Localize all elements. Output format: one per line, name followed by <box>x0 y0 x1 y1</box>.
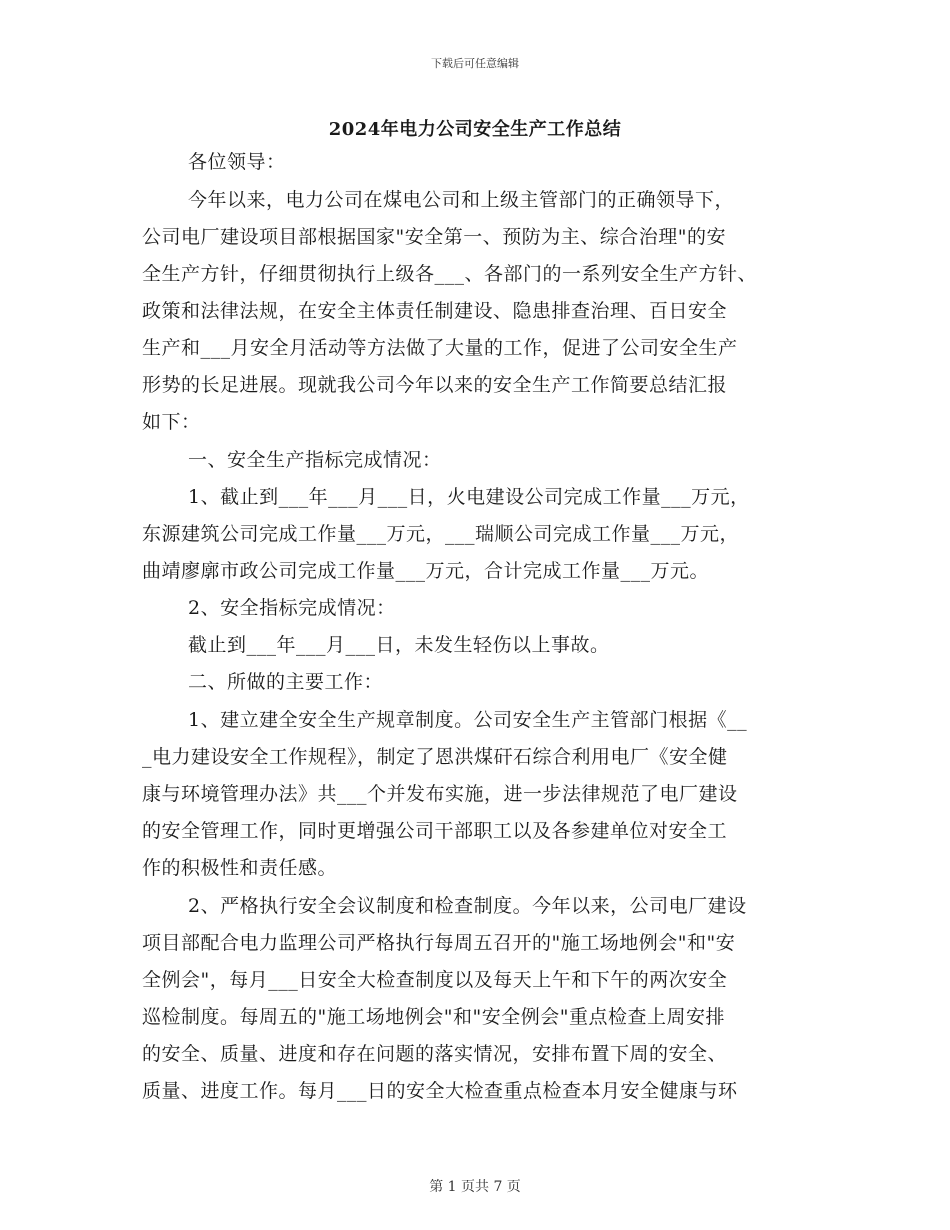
page-number: 第 1 页共 7 页 <box>429 1179 521 1195</box>
paragraph-line: 全例会"，每月___日安全大检查制度以及每天上午和下午的两次安全 <box>142 969 728 991</box>
paragraph-line: 项目部配合电力监理公司严格执行每周五召开的"施工场地例会"和"安 <box>142 932 736 954</box>
paragraph-line: 质量、进度工作。每月___日的安全大检查重点检查本月安全健康与环 <box>142 1080 738 1102</box>
paragraph-line: 今年以来，电力公司在煤电公司和上级主管部门的正确领导下， <box>188 189 735 211</box>
paragraph-line: _电力建设安全工作规程》，制定了恩洪煤矸石综合利用电厂《安全健 <box>142 746 728 768</box>
paragraph-line: 各位领导： <box>188 151 286 173</box>
paragraph-line: 生产和___月安全月活动等方法做了大量的工作，促进了公司安全生产 <box>142 337 738 359</box>
paragraph-line: 1、截止到___年___月___日，火电建设公司完成工作量___万元， <box>188 486 750 508</box>
paragraph-line: 1、建立建全安全生产规章制度。公司安全生产主管部门根据《__ <box>188 709 748 731</box>
page-header-note: 下载后可任意编辑 <box>431 57 519 70</box>
paragraph-line: 康与环境管理办法》共___个并发布实施，进一步法律规范了电厂建设 <box>142 783 738 805</box>
paragraph-line: 全生产方针，仔细贯彻执行上级各___、各部门的一系列安全生产方针、 <box>142 263 758 285</box>
paragraph-line: 如下： <box>142 411 201 433</box>
paragraph-line: 巡检制度。每周五的"施工场地例会"和"安全例会"重点检查上周安排 <box>142 1006 725 1028</box>
paragraph-line: 作的积极性和责任感。 <box>142 857 338 879</box>
paragraph-line: 2、安全指标完成情况： <box>188 597 396 619</box>
paragraph-line: 政策和法律法规，在安全主体责任制建设、隐患排查治理、百日安全 <box>142 300 728 322</box>
paragraph-line: 的安全管理工作，同时更增强公司干部职工以及各参建单位对安全工 <box>142 820 728 842</box>
paragraph-line: 的安全、质量、进度和存在问题的落实情况，安排布置下周的安全、 <box>142 1043 728 1065</box>
document-title: 2024年电力公司安全生产工作总结 <box>328 119 622 140</box>
paragraph-line: 截止到___年___月___日，未发生轻伤以上事故。 <box>188 634 610 656</box>
paragraph-line: 曲靖廖廓市政公司完成工作量___万元，合计完成工作量___万元。 <box>142 560 710 582</box>
paragraph-line: 2、严格执行安全会议制度和检查制度。今年以来，公司电厂建设 <box>188 895 747 917</box>
paragraph-line: 形势的长足进展。现就我公司今年以来的安全生产工作简要总结汇报 <box>142 374 728 396</box>
paragraph-line: 东源建筑公司完成工作量___万元，___瑞顺公司完成工作量___万元， <box>142 523 740 545</box>
paragraph-line: 公司电厂建设项目部根据国家"安全第一、预防为主、综合治理"的安 <box>142 226 726 248</box>
section-heading: 一、安全生产指标完成情况： <box>188 449 442 471</box>
section-heading: 二、所做的主要工作： <box>188 671 384 693</box>
